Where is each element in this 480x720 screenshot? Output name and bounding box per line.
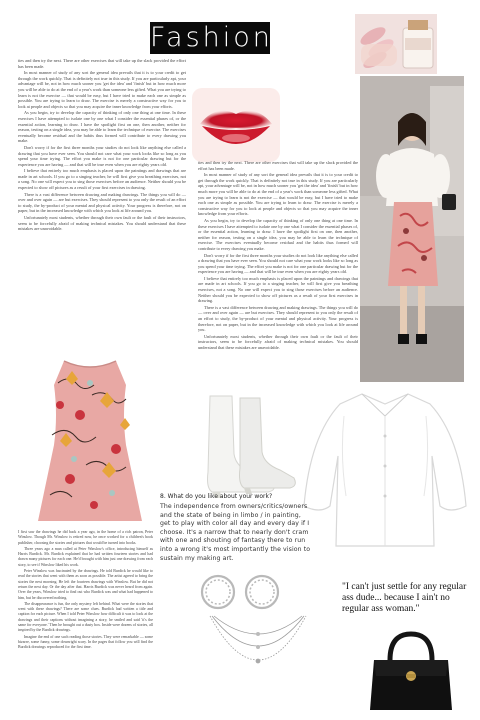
street-style-photo <box>360 76 464 382</box>
article-paragraph: Unfortunately most students, whether through their own fault or the fault of their instructors, seem to be forcefully afraid of making technical mistakes. You should understand that these mistakes are unavoidable. <box>198 333 358 350</box>
article-paragraph: Don't worry if for the first three months your studies do not look like anything else called a drawing that you have ever seen. You should not care what your work looks like so long as you spend your time trying. The effort you make is not for one particular drawing but for the experience you are having — and that will be true even when you are eighty years old. <box>198 252 358 275</box>
article-paragraph: ties and then try the next. There are other exercises that will take up the slack provided the effort has been made. <box>198 160 358 171</box>
article-paragraph: I believe that entirely too much emphasis is placed upon the paintings and drawings that are made in art schools. If you go to a singing teacher, he will first give you breathing exercises, not a song. No one will expect you to sing those exercises before an audience. Neither should you be expected to show off pictures as a result of your first exercises in drawing. <box>198 275 358 304</box>
article-paragraph: In most manner of study of any sort the general idea prevails that it is to your credit to get through the work quickly. That is definitely not true in this study. If you are particularly apt, your advantage will be, not in how much sooner you 'get the idea' and 'finish' but in how much more you will be able to do at the end of a year's work than someone less gifted. What you are trying to learn is not the exercise — that would be easy, but I have tried to make each one as simple as possible. You are trying to learn to draw. The exercise is merely a constructive way for you to look at people and objects so that you may acquire the inner knowledge from your efforts. <box>198 172 358 217</box>
article-paragraph: There is a vast difference between drawing and making drawings. The things you will do — over and over again — are but exercises. They should represent to you only the result of an effort to study, the by-product of your mental and physical activity. Your progress is therefore, not on paper, but in the increased knowledge with which you look at life around you. <box>198 304 358 333</box>
article-paragraph: In most manner of study of any sort the general idea prevails that it is to your credit to get through the work quickly. That is definitely not true in this study. If you are particularly apt, your advantage will be, not in how much sooner you 'get the idea' and 'finish' but in how much more you will be able to do at the end of a year's work than someone less gifted. What you are trying to learn is not the exercise — that would be easy, but I have tried to make each one as simple as possible. You are trying to learn to draw. The exercise is merely a constructive way for you to look at people and objects so that you may acquire the inner knowledge from your efforts. <box>18 70 186 109</box>
article-paragraph: Don't worry if for the first three months your studies do not look like anything else called a drawing that you have ever seen. You should not care what your work looks like so long as you spend your time trying. The effort you make is not for one particular drawing but for the experience you are having — and that will be true even when you are eighty years old. <box>18 144 186 167</box>
article-paragraph: Unfortunately most students, whether through their own fault or the fault of their instructors, seem to be forcefully afraid of making technical mistakes. You should understand that these mistakes are unavoidable. <box>18 215 186 232</box>
white-boots-image <box>192 392 302 498</box>
article-paragraph: I believe that entirely too much emphasis is placed upon the paintings and drawings that are made in art schools. If you go to a singing teacher, he will first give you breathing exercises, not a song. No one will expect you to sing those exercises before an audience. Neither should you be expected to show off pictures as a result of your first exercises in drawing. <box>18 168 186 191</box>
interview-answer: The independence from owners/critics/owners and the state of being in limbo / in painting, get to play with color all day and every day if I choose. It's a narrow that to nearly don't cram with one and shouting of fantasy there to run into a wrong it's most importantly the vision to sustain my making art. <box>160 503 311 562</box>
article-column-right <box>198 160 358 390</box>
article-column-bottom <box>18 530 153 712</box>
hoop-earrings-image <box>196 566 286 616</box>
article-paragraph: As you begin, try to develop the capacity of thinking of only one thing at one time. In these exercises I have attempted to isolate one by one what I consider the essential phases of, or the essential action, learning to draw. I have the spotlight first on one, then another, neither for reason, testing on a single idea, you may be able to learn the technique of exercise. The exercises eventually become residual and the habits thus formed will contribute to every drawing you make. <box>18 110 186 144</box>
article-paragraph: ties and then try the next. There are other exercises that will take up the slack provided the effort has been made. <box>18 58 186 69</box>
pull-quote: "I can't just settle for any regular ass dude... because I ain't no regular ass woman." <box>342 582 467 614</box>
layered-necklace-image <box>208 612 308 712</box>
nail-polish-image <box>355 14 437 74</box>
article-paragraph: Imagine the end of one such reading those stories. They were remarkable — some bizarre, some funny, some downright scary. In the pages that follow you will find the Burdick drawings reproduced for the first time. <box>18 634 153 650</box>
white-blouse-image <box>300 386 470 556</box>
black-handbag-image <box>366 630 456 712</box>
interview-question: 8. What do you like about your work? <box>160 493 273 500</box>
article-paragraph: Three years ago a man called at Peter Winslow's office, introducing himself as Harris Burdick. Mr. Burdick explained that he had written fourteen stories and had drawn many pictures for each one. He'd brought with him just one drawing from each story, to see if Winslow liked his work. <box>18 546 153 567</box>
lips-image <box>192 88 280 162</box>
article-paragraph: As you begin, try to develop the capacity of thinking of only one thing at one time. In these exercises I have attempted to isolate one by one what I consider the essential phases of, or the essential action, learning to draw. I have the spotlight first on one, then another, neither for reason, testing on a single idea, you may be able to learn the technique of exercise. The exercises eventually become residual and the habits thus formed will contribute to every drawing you make. <box>198 217 358 251</box>
floral-dress-image <box>30 355 150 525</box>
article-paragraph: I first saw the drawings he did back a year ago, in the home of a rich patron, Peter Winslow. Though Mr. Winslow is retired now, he once worked for a children's book publisher, choosing the stories and pictures that would be turned into books. <box>18 530 153 545</box>
article-column-left <box>18 58 186 348</box>
page-title: Fashion <box>150 22 273 53</box>
article-paragraph: There is a vast difference between drawing and making drawings. The things you will do — over and over again — are but exercises. They should represent to you only the result of an effort to study, the by-product of your mental and physical activity. Your progress is therefore, not on paper, but in the increased knowledge with which you look at life around you. <box>18 191 186 214</box>
article-paragraph: Peter Winslow was fascinated by the drawings. He told Burdick he would like to read the stories that went with them as soon as possible. The artist agreed to bring the stories the next morning. He left the fourteen drawings with Winslow. But he did not return the next day. Or the day after that. Harris Burdick was never heard from again. Over the years, Winslow tried to find out who Burdick was and what had happened to him, but he discovered nothing. <box>18 569 153 600</box>
article-paragraph: The disappearance is fun, the only mystery left behind. What were the stories that went with these drawings? There are some clues. Burdick had written a title and caption for each picture. When I told Peter Winslow how difficult it was to look at the drawings and their captions without imagining a story, he smiled and said 'it's the same for everyone.' Then he brought out a dusty box. Inside were dozens of stories, all inspired by the Burdick drawings. <box>18 601 153 633</box>
interview-block <box>160 493 312 563</box>
